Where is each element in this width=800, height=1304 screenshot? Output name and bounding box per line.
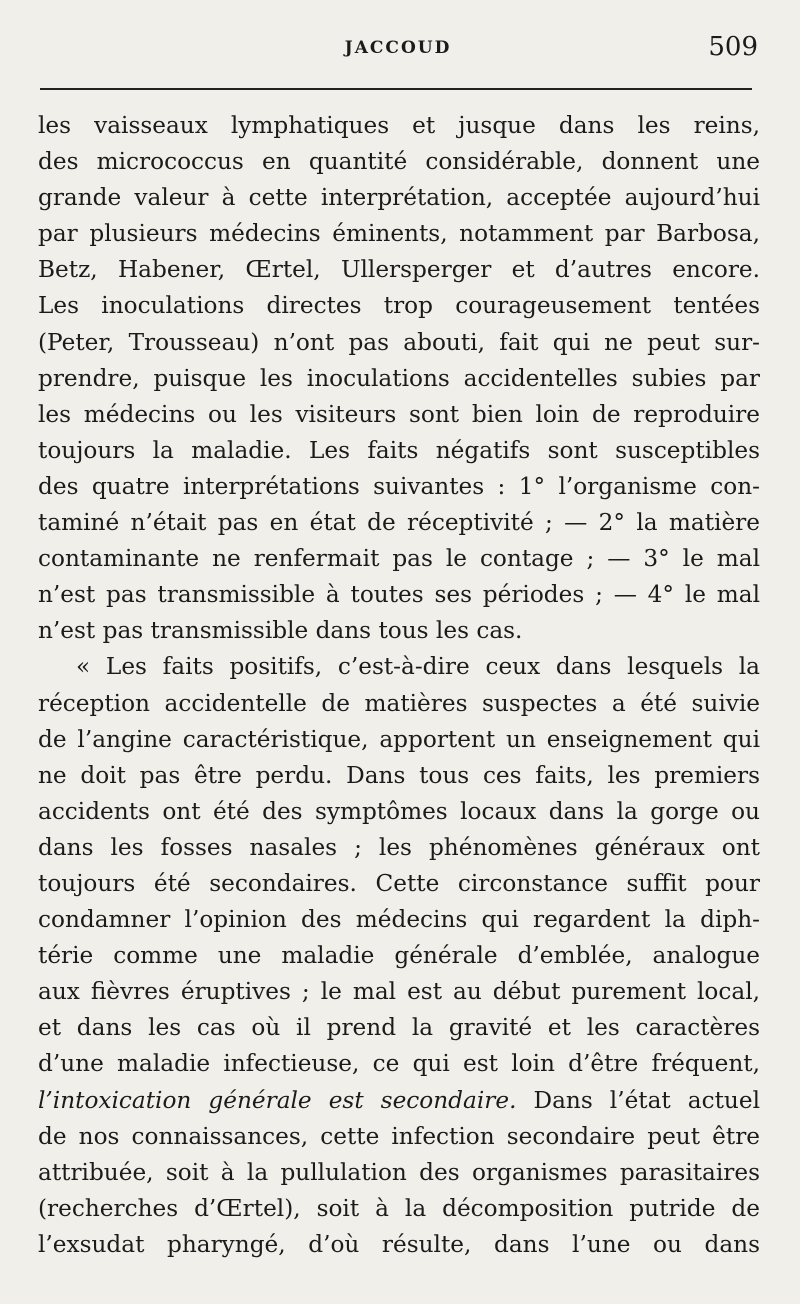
- text-line: les vaisseaux lymphatiques et jusque dans les reins,: [38, 112, 760, 139]
- paragraph-end-line: n’est pas transmissible dans tous les cas.: [38, 617, 523, 645]
- text-line: toujours été secondaires. Cette circonstance suffit pour: [38, 869, 760, 897]
- text-line: des micrococcus en quantité considérable, donnent une: [38, 148, 760, 176]
- text-line: accidents ont été des symptômes locaux dans la gorge ou: [38, 797, 760, 825]
- text-line: aux fièvres éruptives ; le mal est au début purement local,: [38, 978, 760, 1006]
- text-line: l’exsudat pharyngé, d’où résulte, dans l’une ou dans: [38, 1230, 760, 1258]
- page-number: 509: [708, 32, 758, 62]
- text-line: térie comme une maladie générale d’emblée, analogue: [38, 942, 760, 970]
- paragraph-start-line: « Les faits positifs, c’est-à-dire ceux dans lesquels la: [76, 653, 760, 681]
- text-line: attribuée, soit à la pullulation des organismes parasitaires: [38, 1158, 760, 1186]
- text-line: par plusieurs médecins éminents, notamment par Barbosa,: [38, 220, 760, 248]
- text-line: de l’angine caractéristique, apportent un enseignement qui: [38, 725, 760, 753]
- header-rule: [40, 88, 752, 90]
- text-line: taminé n’était pas en état de réceptivité ; — 2° la matière: [38, 509, 760, 537]
- text-line: Betz, Habener, Œrtel, Ullersperger et d’autres encore.: [38, 256, 760, 284]
- italic-phrase: l’intoxication générale est secondaire.: [38, 1086, 517, 1114]
- body-text: [38, 108, 760, 1263]
- text-line: et dans les cas où il prend la gravité et les caractères: [38, 1014, 760, 1042]
- text-line: condamner l’opinion des médecins qui regardent la diph-: [38, 906, 760, 934]
- page-header: [38, 30, 758, 66]
- text-line: les médecins ou les visiteurs sont bien loin de reproduire: [38, 400, 760, 428]
- text-line: grande valeur à cette interprétation, acceptée aujourd’hui: [38, 184, 760, 212]
- running-title: JACCOUD: [344, 38, 452, 58]
- text-line: d’une maladie infectieuse, ce qui est loin d’être fréquent,: [38, 1050, 760, 1078]
- text-line-with-italic: [38, 1083, 760, 1119]
- text-line: ne doit pas être perdu. Dans tous ces faits, les premiers: [38, 761, 760, 789]
- text-line: réception accidentelle de matières suspectes a été suivie: [38, 689, 760, 717]
- text-after-italic: Dans l’état actuel: [516, 1086, 760, 1114]
- text-line: prendre, puisque les inoculations accidentelles subies par: [38, 364, 760, 392]
- text-line: de nos connaissances, cette infection secondaire peut être: [38, 1122, 760, 1150]
- text-line: Les inoculations directes trop courageusement tentées: [38, 292, 760, 320]
- text-line: n’est pas transmissible à toutes ses périodes ; — 4° le mal: [38, 581, 760, 609]
- text-line: toujours la maladie. Les faits négatifs sont susceptibles: [38, 436, 760, 464]
- text-line: des quatre interprétations suivantes : 1° l’organisme con-: [38, 472, 760, 500]
- text-line: dans les fosses nasales ; les phénomènes généraux ont: [38, 833, 760, 861]
- text-line: contaminante ne renfermait pas le contage ; — 3° le mal: [38, 545, 760, 573]
- text-line: (recherches d’Œrtel), soit à la décomposition putride de: [38, 1194, 760, 1222]
- text-line: (Peter, Trousseau) n’ont pas abouti, fait qui ne peut sur-: [38, 328, 760, 356]
